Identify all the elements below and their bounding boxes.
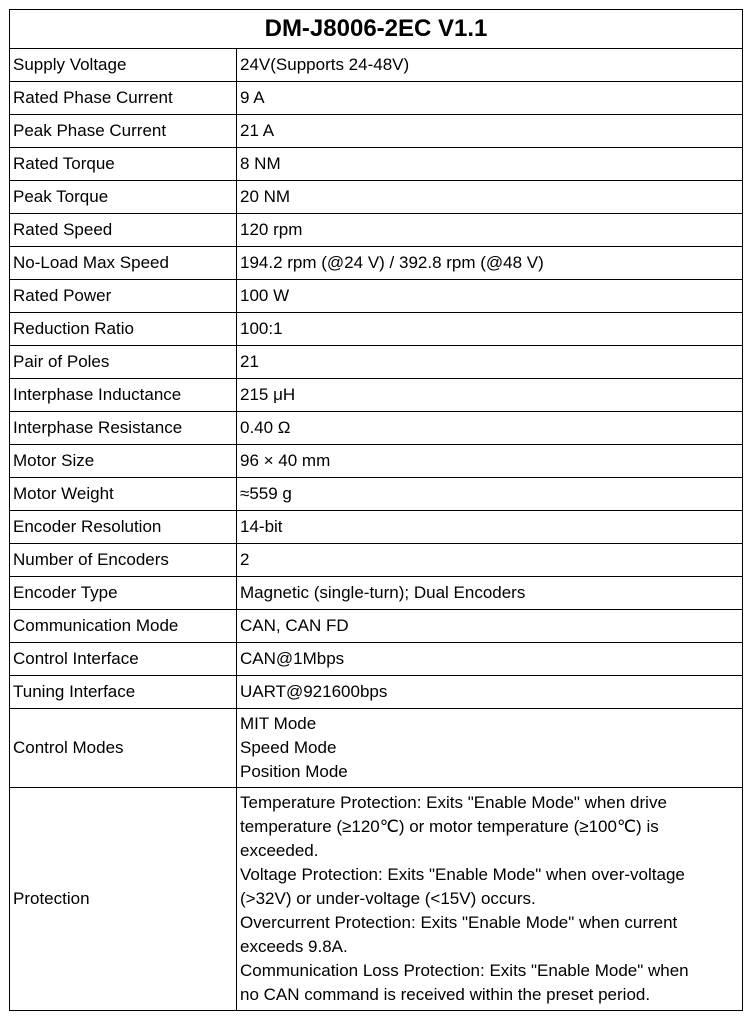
spec-row: [10, 181, 742, 214]
protection-line: (>32V) or under-voltage (<15V) occurs.: [240, 889, 536, 908]
spec-row: [10, 577, 742, 610]
spec-label: Peak Torque: [10, 181, 237, 214]
spec-value: 100:1: [237, 313, 743, 346]
spec-row: [10, 148, 742, 181]
spec-value: 2: [237, 544, 743, 577]
protection-line: Temperature Protection: Exits "Enable Mode" when drive: [240, 793, 667, 812]
spec-value: 194.2 rpm (@24 V) / 392.8 rpm (@48 V): [237, 247, 743, 280]
spec-label: Protection: [10, 788, 237, 1011]
spec-value: 120 rpm: [237, 214, 743, 247]
spec-label: Communication Mode: [10, 610, 237, 643]
spec-value: Magnetic (single-turn); Dual Encoders: [237, 577, 743, 610]
protection-line: exceeded.: [240, 841, 319, 860]
spec-label: Motor Weight: [10, 478, 237, 511]
spec-row: [10, 313, 742, 346]
spec-row: [10, 49, 742, 82]
spec-value: 215 μH: [237, 379, 743, 412]
spec-value: 100 W: [237, 280, 743, 313]
spec-row: [10, 379, 742, 412]
spec-value: 9 A: [237, 82, 743, 115]
spec-row: [10, 214, 742, 247]
spec-label: Rated Torque: [10, 148, 237, 181]
spec-row: [10, 115, 742, 148]
control-mode-line: Position Mode: [240, 762, 348, 781]
sheet-title: DM-J8006-2EC V1.1: [10, 10, 742, 49]
spec-value: [237, 709, 743, 788]
protection-line: Communication Loss Protection: Exits "Enable Mode" when: [240, 961, 689, 980]
spec-value: CAN, CAN FD: [237, 610, 743, 643]
spec-row-protection: [10, 788, 742, 1011]
spec-row: [10, 610, 742, 643]
control-mode-line: Speed Mode: [240, 738, 337, 757]
spec-value: 21: [237, 346, 743, 379]
spec-label: Interphase Resistance: [10, 412, 237, 445]
spec-value: 8 NM: [237, 148, 743, 181]
spec-sheet: [9, 9, 743, 1011]
spec-row: [10, 247, 742, 280]
spec-label: Rated Phase Current: [10, 82, 237, 115]
spec-label: Rated Speed: [10, 214, 237, 247]
spec-value: UART@921600bps: [237, 676, 743, 709]
spec-label: Pair of Poles: [10, 346, 237, 379]
spec-value: [237, 788, 743, 1011]
spec-label: Encoder Resolution: [10, 511, 237, 544]
spec-label: Encoder Type: [10, 577, 237, 610]
spec-value: 96 × 40 mm: [237, 445, 743, 478]
spec-label: Interphase Inductance: [10, 379, 237, 412]
spec-value: 21 A: [237, 115, 743, 148]
spec-label: Number of Encoders: [10, 544, 237, 577]
protection-line: Overcurrent Protection: Exits "Enable Mode" when current: [240, 913, 678, 932]
spec-row-control-modes: [10, 709, 742, 788]
spec-row: [10, 478, 742, 511]
spec-row: [10, 445, 742, 478]
spec-label: No-Load Max Speed: [10, 247, 237, 280]
spec-row: [10, 544, 742, 577]
spec-label: Supply Voltage: [10, 49, 237, 82]
spec-row: [10, 412, 742, 445]
spec-label: Peak Phase Current: [10, 115, 237, 148]
spec-row: [10, 511, 742, 544]
spec-label: Control Interface: [10, 643, 237, 676]
spec-row: [10, 82, 742, 115]
spec-value: CAN@1Mbps: [237, 643, 743, 676]
control-mode-line: MIT Mode: [240, 714, 317, 733]
spec-value: 20 NM: [237, 181, 743, 214]
spec-label: Control Modes: [10, 709, 237, 788]
spec-value: ≈559 g: [237, 478, 743, 511]
protection-line: exceeds 9.8A.: [240, 937, 348, 956]
spec-label: Rated Power: [10, 280, 237, 313]
spec-label: Motor Size: [10, 445, 237, 478]
spec-row: [10, 280, 742, 313]
spec-label: Reduction Ratio: [10, 313, 237, 346]
spec-row: [10, 643, 742, 676]
spec-value: 14-bit: [237, 511, 743, 544]
spec-label: Tuning Interface: [10, 676, 237, 709]
spec-value: 24V(Supports 24-48V): [237, 49, 743, 82]
spec-row: [10, 676, 742, 709]
protection-line: temperature (≥120℃) or motor temperature (≥100℃) is: [240, 817, 659, 836]
spec-value: 0.40 Ω: [237, 412, 743, 445]
spec-row: [10, 346, 742, 379]
spec-table: [10, 49, 742, 1010]
protection-line: no CAN command is received within the preset period.: [240, 985, 651, 1004]
protection-line: Voltage Protection: Exits "Enable Mode" when over-voltage: [240, 865, 685, 884]
